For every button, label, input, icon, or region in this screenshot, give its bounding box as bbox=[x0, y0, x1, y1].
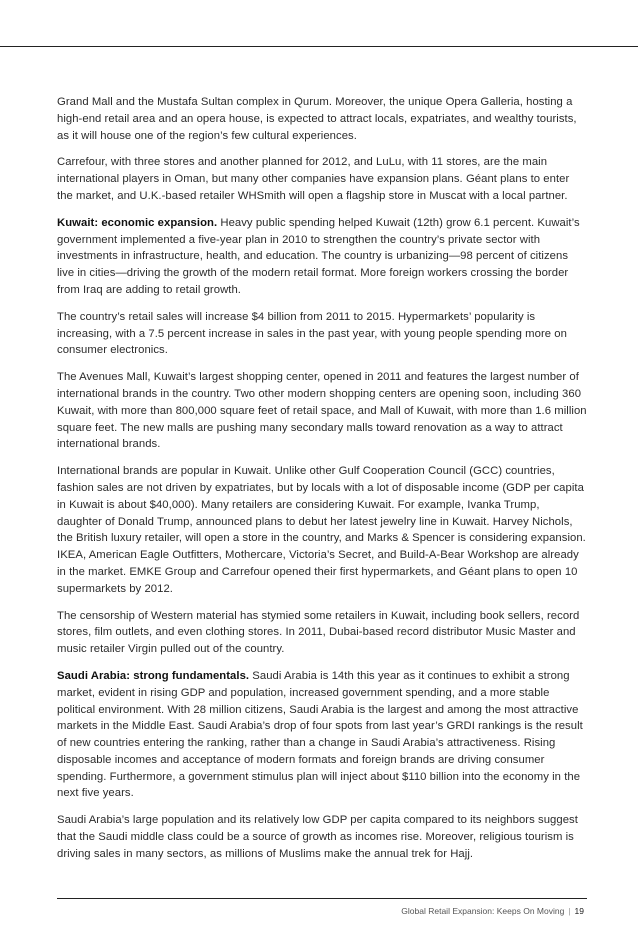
paragraph-text: The Avenues Mall, Kuwait’s largest shopping center, opened in 2011 and features the largest number of international brands in the country. Two other modern shopping centers are opening soon, including 360 Kuwait, with more than 800,000 square feet of retail space, and Mall of Kuwait, with more than 1.6 million square feet. The new malls are pushing many secondary malls toward renovation as a way to attract international brands. bbox=[57, 371, 587, 451]
paragraph-saudi-fundamentals bbox=[57, 668, 587, 802]
paragraph-text: Saudi Arabia’s large population and its relatively low GDP per capita compared to its neighbors suggest that the Saudi middle class could be a source of growth as incomes rise. Moreover, religious tourism is driving sales in many sectors, as millions of Muslims make the annual trek for Hajj. bbox=[57, 814, 578, 860]
paragraph-text: International brands are popular in Kuwait. Unlike other Gulf Cooperation Council (GCC) countries, fashion sales are not driven by expatriates, but by locals with a lot of disposable income (GDP per capita in Kuwait is about $40,000). Many retailers are considering Kuwait. For example, Ivanka Trump, daughter of Donald Trump, announced plans to debut her latest jewelry line in Kuwait. Harvey Nichols, the British luxury retailer, will open a store in the country, and Marks & Spencer is considering expansion. IKEA, American Eagle Outfitters, Mothercare, Victoria’s Secret, and Build-A-Bear Workshop are already in the market. EMKE Group and Carrefour opened their first hypermarkets, and Géant plans to open 10 supermarkets by 2012. bbox=[57, 465, 586, 595]
footer-rule bbox=[57, 898, 587, 899]
page-footer bbox=[401, 906, 584, 916]
paragraph-oman-retailers bbox=[57, 154, 587, 204]
paragraph-text: Carrefour, with three stores and another planned for 2012, and LuLu, with 11 stores, are the main international players in Oman, but many other companies have expansion plans. Géant plans to enter the market, and U.K.-based retailer WHSmith will open a flagship store in Muscat with a local partner. bbox=[57, 156, 570, 202]
paragraph-kuwait-sales bbox=[57, 309, 587, 359]
paragraph-lead: Kuwait: economic expansion. bbox=[57, 216, 218, 229]
header-rule bbox=[0, 46, 638, 47]
paragraph-saudi-population bbox=[57, 812, 587, 862]
paragraph-text: The censorship of Western material has stymied some retailers in Kuwait, including book sellers, record stores, film outlets, and even clothing stores. In 2011, Dubai-based record distributor Music Master and music retailer Virgin pulled out of the country. bbox=[57, 609, 580, 656]
body-text bbox=[57, 94, 587, 873]
paragraph-kuwait-malls bbox=[57, 369, 587, 453]
paragraph-text: Heavy public spending helped Kuwait (12th) grow 6.1 percent. Kuwait’s government implemented a five-year plan in 2010 to strengthen the country’s private sector with investments in infrastructure, health, and education. The country is urbanizing—98 percent of citizens live in cities—driving the growth of the modern retail format. More foreign workers crossing the border from Iraq are adding to retail growth. bbox=[57, 216, 580, 296]
paragraph-lead: Saudi Arabia: strong fundamentals. bbox=[57, 669, 250, 682]
footer-title: Global Retail Expansion: Keeps On Moving bbox=[401, 906, 565, 916]
paragraph-kuwait-expansion bbox=[57, 215, 587, 299]
paragraph-text: Saudi Arabia is 14th this year as it continues to exhibit a strong market, evident in rising GDP and population, increased government spending, and a more stable political environment. With 28 million citizens, Saudi Arabia is the largest and among the most attractive markets in the Middle East. Saudi Arabia’s drop of four spots from last year’s GRDI rankings is the result of new countries entering the ranking, rather than a change in Saudi Arabia’s attractiveness. Rising disposable incomes and acceptance of modern formats and foreign brands are driving consumer spending. Furthermore, a government stimulus plan will inject about $110 billion into the economy in the next five years. bbox=[57, 669, 583, 800]
paragraph-kuwait-censorship bbox=[57, 608, 587, 658]
footer-separator: | bbox=[568, 906, 571, 916]
paragraph-text: Grand Mall and the Mustafa Sultan complex in Qurum. Moreover, the unique Opera Galleria, hosting a high-end retail area and an opera house, is expected to attract locals, expatriates, and wealthy tourists, as it will house one of the region’s few cultural experiences. bbox=[57, 96, 577, 142]
paragraph-text: The country’s retail sales will increase $4 billion from 2011 to 2015. Hypermarkets’ popularity is increasing, with a 7.5 percent increase in sales in the past year, with young people spending more on consumer electronics. bbox=[57, 310, 567, 357]
page-number: 19 bbox=[574, 906, 584, 916]
paragraph-kuwait-brands bbox=[57, 463, 587, 597]
paragraph-oman-malls bbox=[57, 94, 587, 144]
